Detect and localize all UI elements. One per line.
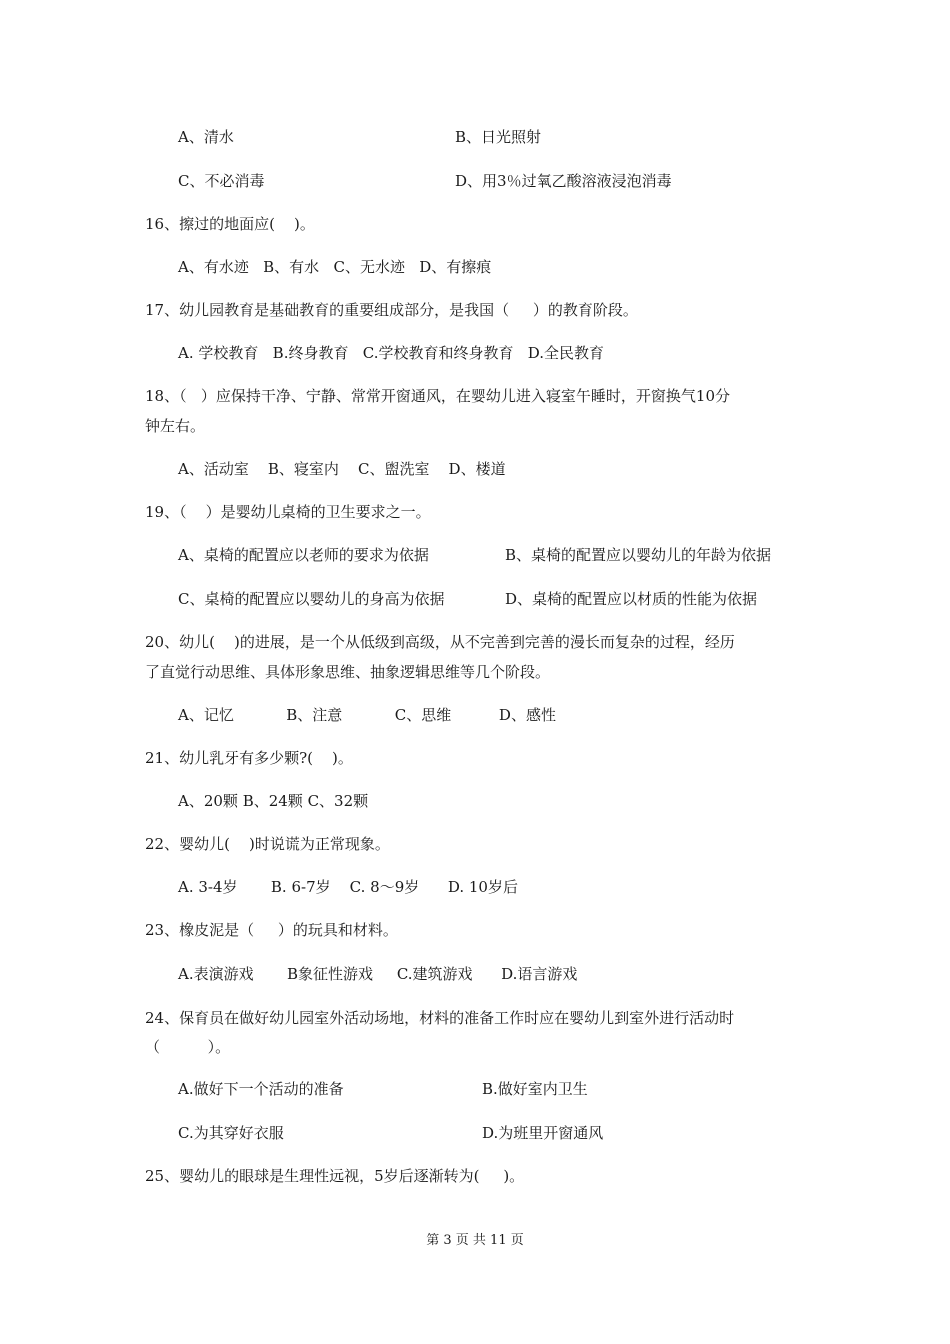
q15-option-d: D、用3％过氧乙酸溶液浸泡消毒 [455,172,672,190]
q21-stem: 21、幼儿乳牙有多少颗?( )。 [145,749,353,767]
q24-option-a: A.做好下一个活动的准备 [178,1080,344,1098]
q20-stem-line1: 20、幼儿( )的进展，是一个从低级到高级，从不完善到完善的漫长而复杂的过程，经历 [145,633,735,651]
q24-option-b: B.做好室内卫生 [482,1080,588,1098]
q18-options: A、活动室 B、寝室内 C、盥洗室 D、楼道 [178,460,506,478]
q15-option-a: A、清水 [178,128,234,146]
q15-option-b: B、日光照射 [455,128,542,146]
q19-option-a: A、桌椅的配置应以老师的要求为依据 [178,546,429,564]
q22-options: A. 3-4岁 B. 6-7岁 C. 8～9岁 D. 10岁后 [178,878,518,896]
q23-options: A.表演游戏 B象征性游戏 C.建筑游戏 D.语言游戏 [178,965,578,983]
q24-option-c: C.为其穿好衣服 [178,1124,284,1142]
q24-stem-line2: （ ）。 [145,1038,231,1056]
page-number-footer: 第 3 页 共 11 页 [426,1233,524,1248]
q22-stem: 22、婴幼儿( )时说谎为正常现象。 [145,835,390,853]
q19-option-d: D、桌椅的配置应以材质的性能为依据 [505,590,758,608]
q18-stem-line1: 18、（ ）应保持干净、宁静、常常开窗通风，在婴幼儿进入寝室午睡时，开窗换气10分 [145,387,730,405]
q19-option-b: B、桌椅的配置应以婴幼儿的年龄为依据 [505,546,772,564]
q19-option-c: C、桌椅的配置应以婴幼儿的身高为依据 [178,590,445,608]
q24-option-d: D.为班里开窗通风 [482,1124,604,1142]
q17-stem: 17、幼儿园教育是基础教育的重要组成部分，是我国（ ）的教育阶段。 [145,301,638,319]
q15-option-c: C、不必消毒 [178,172,265,190]
q21-options: A、20颗 B、24颗 C、32颗 [178,792,369,810]
q24-stem-line1: 24、保育员在做好幼儿园室外活动场地，材料的准备工作时应在婴幼儿到室外进行活动时 [145,1009,735,1027]
q17-options: A. 学校教育 B.终身教育 C.学校教育和终身教育 D.全民教育 [178,344,605,362]
q16-options: A、有水迹 B、有水 C、无水迹 D、有擦痕 [178,258,492,276]
q20-options: A、记忆 B、注意 C、思维 D、感性 [178,706,556,724]
q19-stem: 19、（ ）是婴幼儿桌椅的卫生要求之一。 [145,503,431,521]
q25-stem: 25、婴幼儿的眼球是生理性远视，5岁后逐渐转为( )。 [145,1167,525,1185]
q23-stem: 23、橡皮泥是（ ）的玩具和材料。 [145,921,398,939]
q18-stem-line2: 钟左右。 [145,417,206,435]
q20-stem-line2: 了直觉行动思维、具体形象思维、抽象逻辑思维等几个阶段。 [145,663,551,681]
q16-stem: 16、擦过的地面应( )。 [145,215,315,233]
